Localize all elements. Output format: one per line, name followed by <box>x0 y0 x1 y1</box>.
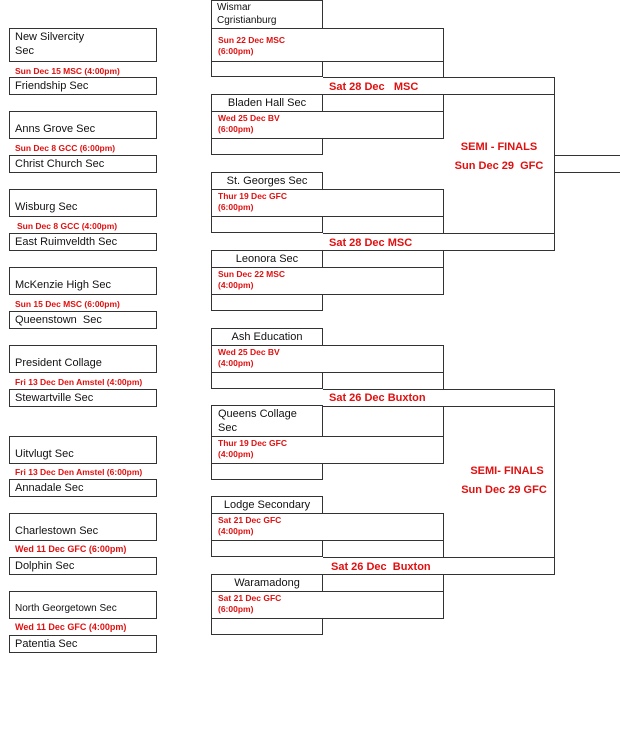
r1-m6-date: Fri 13 Dec Den Amstel (6:00pm) <box>15 467 143 477</box>
sf2-title: SEMI- FINALS <box>470 465 544 477</box>
r2-m8-date: Sat 21 Dec GFC (6:00pm) <box>218 593 282 614</box>
r2-m2-date: Wed 25 Dec BV (6:00pm) <box>218 113 280 134</box>
sf1-top-out <box>554 155 620 156</box>
r2-m6-seed: Queens Collage Sec <box>218 408 297 434</box>
qf1-top-line <box>323 77 555 78</box>
r1-m3-date: Sun Dec 8 GCC (4:00pm) <box>17 221 118 231</box>
sf1-bottom-out <box>554 172 620 173</box>
r2-m4-date: Sun Dec 22 MSC (4:00pm) <box>218 269 286 290</box>
qf3-bottom-line <box>323 406 555 407</box>
r2-m4-seed: Leonora Sec <box>235 253 299 265</box>
qf1-top-arm <box>443 44 444 78</box>
r1-m1-team-b: Friendship Sec <box>15 80 89 92</box>
r1-m2-team-a: Anns Grove Sec <box>15 123 96 135</box>
r2-m3-seed: St. Georges Sec <box>226 175 308 187</box>
qf3-top-arm <box>443 359 444 389</box>
r1-m7-team-b: Dolphin Sec <box>15 560 75 572</box>
r1-m5-team-a: President Collage <box>15 357 102 369</box>
qf2-bottom-arm <box>443 250 444 281</box>
r1-m8-team-b: Patentia Sec <box>15 638 78 650</box>
r2-m8-seed: Waramadong <box>234 577 300 589</box>
r1-m7-date: Wed 11 Dec GFC (6:00pm) <box>15 544 127 554</box>
r2-m2-slot-box <box>211 138 323 155</box>
r1-m6-team-a: Uitvlugt Sec <box>15 448 74 460</box>
qf3-date: Sat 26 Dec Buxton <box>329 392 426 404</box>
r2-m7-date: Sat 21 Dec GFC (4:00pm) <box>218 515 282 536</box>
r1-m2-team-b: Christ Church Sec <box>15 158 105 170</box>
sf1-vertical <box>554 77 555 251</box>
qf3-bottom-arm <box>443 406 444 450</box>
qf2-date: Sat 28 Dec MSC <box>329 237 413 249</box>
r2-m7-seed: Lodge Secondary <box>223 499 311 511</box>
sf2-date: Sun Dec 29 GFC <box>461 484 547 496</box>
qf2-top-line <box>323 233 555 234</box>
r2-m7-slot-box <box>211 540 323 557</box>
r2-m2-seed: Bladen Hall Sec <box>227 97 307 109</box>
sf1-title: SEMI - FINALS <box>460 141 538 153</box>
qf4-bottom-arm <box>443 574 444 605</box>
qf1-date: Sat 28 Dec MSC <box>329 81 419 93</box>
r1-m4-team-a: McKenzie High Sec <box>15 279 111 291</box>
r2-m8-slot-box <box>211 618 323 635</box>
r1-m4-team-b: Queenstown Sec <box>15 314 102 326</box>
r2-m5-slot-box <box>211 372 323 389</box>
r2-m5-seed: Ash Education <box>231 331 303 343</box>
r2-m3-slot-box <box>211 216 323 233</box>
qf1-bottom-arm <box>443 94 444 125</box>
r1-m7-team-a: Charlestown Sec <box>15 525 99 537</box>
r2-m6-date: Thur 19 Dec GFC (4:00pm) <box>218 438 287 459</box>
r1-m6-team-b: Annadale Sec <box>15 482 84 494</box>
r1-m8-date: Wed 11 Dec GFC (4:00pm) <box>15 622 127 632</box>
r1-m3-team-a: Wisburg Sec <box>15 201 78 213</box>
r1-m3-team-b: East Ruimveldth Sec <box>15 236 118 248</box>
sf1-date: Sun Dec 29 GFC <box>454 160 544 172</box>
qf4-top-line <box>323 557 555 558</box>
r1-m8-team-a: North Georgetown Sec <box>15 603 117 614</box>
r1-m2-date: Sun Dec 8 GCC (6:00pm) <box>15 143 116 153</box>
qf2-top-arm <box>443 203 444 233</box>
r2-m4-slot-box <box>211 294 323 311</box>
r2-m1-date: Sun 22 Dec MSC (6:00pm) <box>218 35 286 56</box>
qf4-top-arm <box>443 527 444 557</box>
r1-m1-team-a: New Silvercity Sec <box>15 31 85 57</box>
r2-m6-slot-box <box>211 463 323 480</box>
r1-m4-date: Sun 15 Dec MSC (6:00pm) <box>15 299 120 309</box>
r2-m1-slot-box <box>211 61 323 77</box>
r2-m5-date: Wed 25 Dec BV (4:00pm) <box>218 347 280 368</box>
r2-m3-date: Thur 19 Dec GFC (6:00pm) <box>218 191 287 212</box>
r1-m1-date: Sun Dec 15 MSC (4:00pm) <box>15 66 120 76</box>
qf4-date: Sat 26 Dec Buxton <box>331 561 431 573</box>
r2-m1-seed: Wismar Cgristianburg <box>217 2 277 26</box>
r1-m5-date: Fri 13 Dec Den Amstel (4:00pm) <box>15 377 143 387</box>
r1-m5-team-b: Stewartville Sec <box>15 392 94 404</box>
